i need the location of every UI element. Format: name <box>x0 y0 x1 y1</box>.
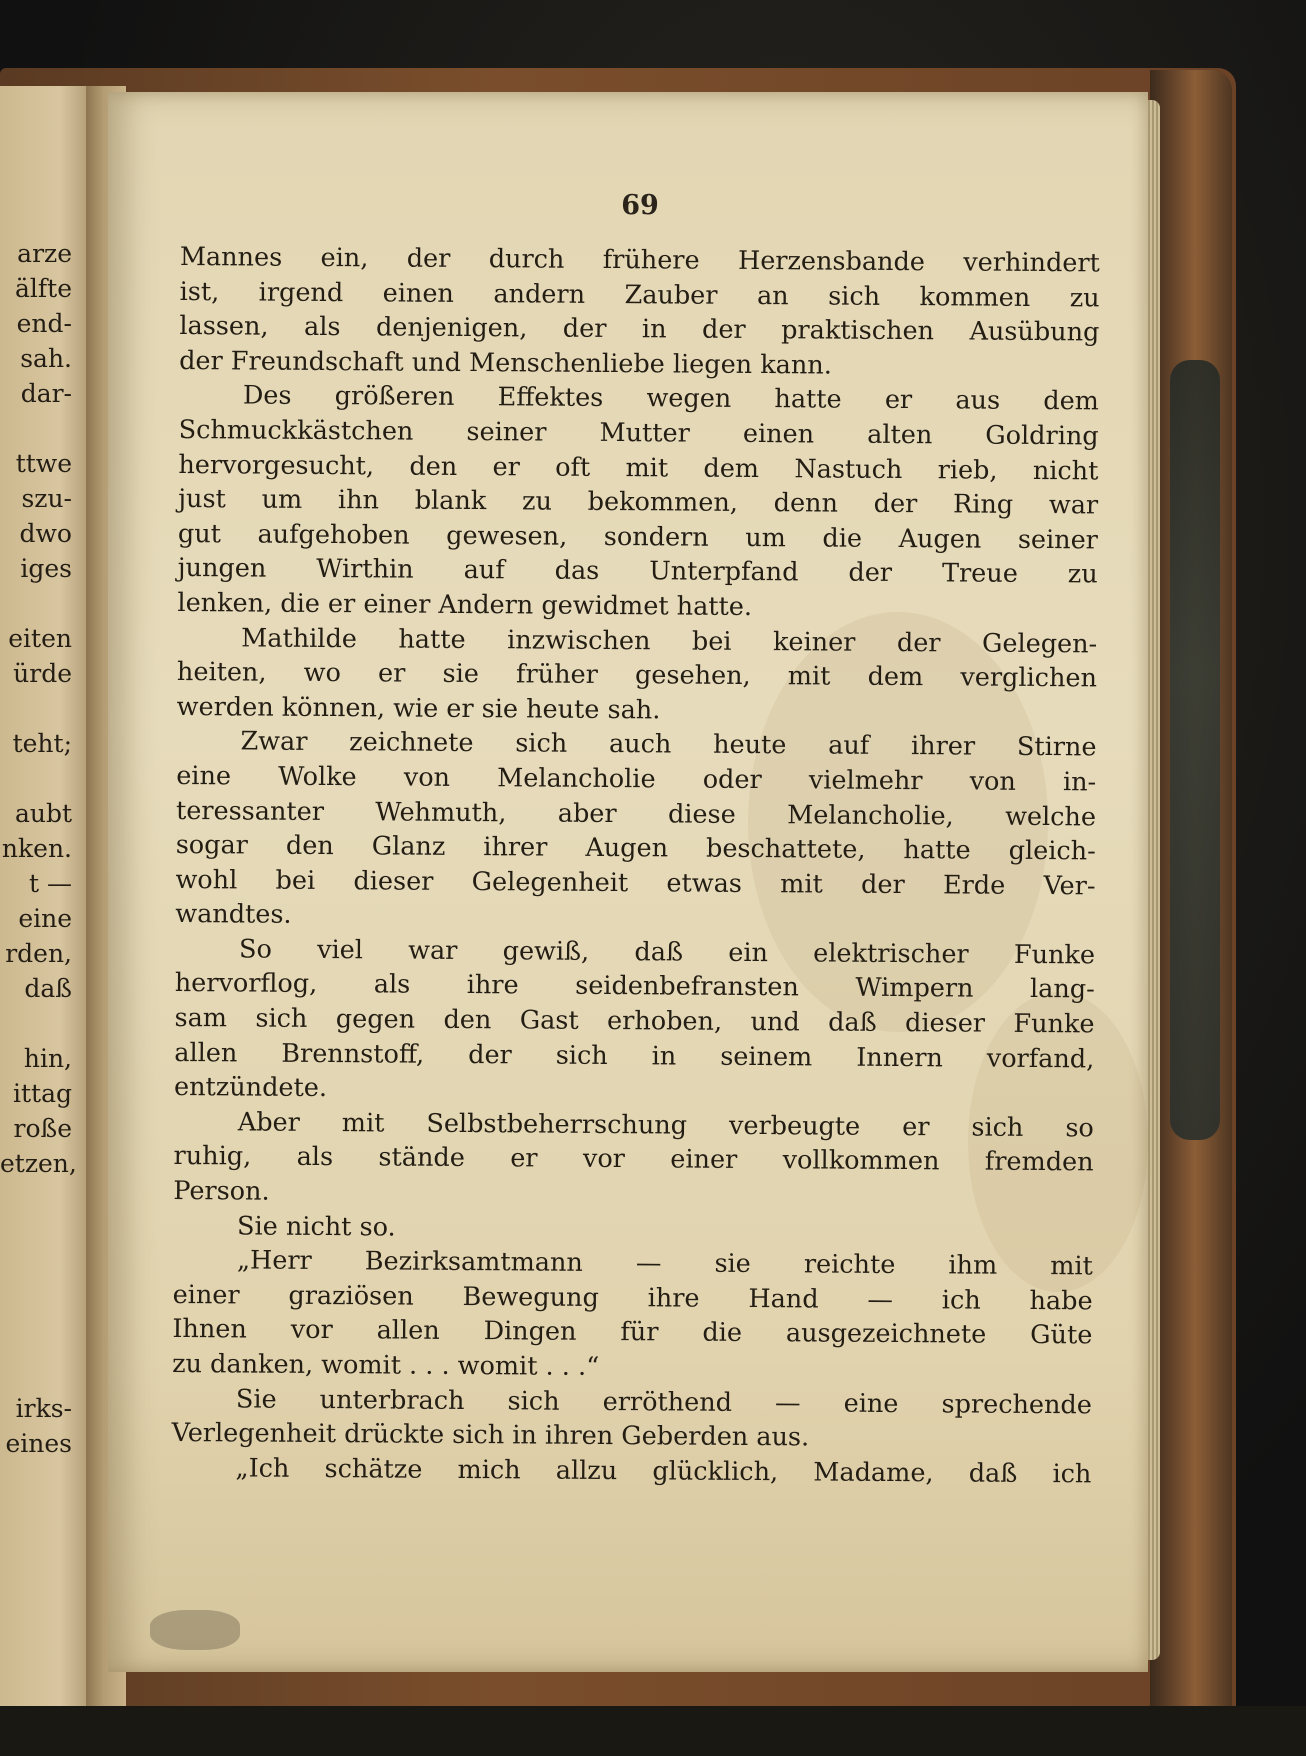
text-line: hervorgesucht, den er oft mit dem Nastuch rieb, nicht <box>178 449 1099 486</box>
text-line: gut aufgehoben gewesen, sondern um die Augen seiner <box>177 518 1099 556</box>
text-line: der Freundschaft und Menschenliebe liegen kann. <box>179 345 832 381</box>
left-page-fragment <box>0 1356 90 1391</box>
left-page-fragment: nken. <box>1 834 72 863</box>
left-page-fragment <box>0 411 90 446</box>
text-line: Person. <box>173 1176 270 1207</box>
left-page-fragment <box>0 1321 90 1356</box>
right-page <box>108 92 1148 1672</box>
left-page-fragment: arze <box>17 239 72 268</box>
left-page-fragment: aubt <box>14 799 72 828</box>
left-page-text <box>0 236 90 1461</box>
left-page-fragment: eines <box>5 1429 72 1458</box>
cover-worn-patch <box>1170 360 1220 1140</box>
left-page-fragment: sah. <box>20 344 72 373</box>
text-line: Ihnen vor allen Dingen für die ausgezeichnete Güte <box>172 1314 1093 1351</box>
left-page-fragment: eiten <box>8 624 72 653</box>
text-line: „Ich schätze mich allzu glücklich, Madame, daß ich <box>235 1453 1092 1490</box>
text-line: just um ihn blank zu bekommen, denn der Ring war <box>178 484 1099 521</box>
left-page-fragment: älfte <box>15 274 72 303</box>
left-page-fragment: daß <box>24 974 72 1003</box>
left-page-fragment: eine <box>18 904 72 933</box>
left-page-fragment <box>0 1251 90 1286</box>
text-line: wandtes. <box>175 899 292 931</box>
left-page-fragment: dwo <box>19 519 72 548</box>
text-line: ist, irgend einen andern Zauber an sich kommen zu <box>179 276 1100 314</box>
left-page-fragment: teht; <box>12 729 72 758</box>
text-line: eine Wolke von Melancholie oder vielmehr von in- <box>176 760 1097 798</box>
background-table <box>0 1706 1306 1756</box>
text-line: wohl bei dieser Gelegenheit etwas mit der Erde Ver- <box>175 864 1096 902</box>
text-line: sogar den Glanz ihrer Augen beschattete, hatte gleich- <box>175 830 1096 867</box>
left-page-fragment: szu- <box>21 484 72 513</box>
text-line: hervorflog, als ihre seidenbefransten Wimpern lang- <box>174 968 1095 1005</box>
bookmark-ribbon <box>150 1610 240 1650</box>
text-line: lassen, als denjenigen, der in der praktischen Ausübung <box>179 311 1100 348</box>
text-line: Zwar zeichnete sich auch heute auf ihrer Stirne <box>240 726 1097 763</box>
left-page-fragment <box>0 586 90 621</box>
text-line: Sie nicht so. <box>237 1211 396 1243</box>
left-page-fragment <box>0 1286 90 1321</box>
text-line: Mannes ein, der durch frühere Herzensbande verhindert <box>179 241 1100 279</box>
text-line: werden können, wie er sie heute sah. <box>176 691 661 726</box>
left-page-fragment <box>0 1181 90 1216</box>
left-page-fragment: rden, <box>5 939 72 968</box>
text-line: Sie unterbrach sich erröthend — eine sprechende <box>235 1384 1092 1420</box>
page-number: 69 <box>621 190 659 221</box>
left-page-fragment <box>0 691 90 726</box>
text-line: Aber mit Selbstbeherrschung verbeugte er sich so <box>237 1107 1094 1144</box>
left-page-fragment <box>0 761 90 796</box>
left-page-fragment: ürde <box>13 659 72 688</box>
left-page-fragment: ttwe <box>15 449 72 478</box>
text-line: Verlegenheit drückte sich in ihren Geberden aus. <box>171 1418 810 1453</box>
left-page-fragment: dar- <box>20 379 72 408</box>
text-line: allen Brennstoff, der sich in seinem Innern vorfand, <box>174 1037 1095 1075</box>
left-page-fragment: end- <box>16 309 72 338</box>
text-line: jungen Wirthin auf das Unterpfand der Treue zu <box>177 553 1098 590</box>
left-page-fragment <box>0 1006 90 1041</box>
left-page-fragment: iges <box>20 554 72 583</box>
text-line: ruhig, als stände er vor einer vollkommen fremden <box>173 1141 1094 1178</box>
page-body-text <box>171 240 1100 1492</box>
text-line: Schmuckkästchen seiner Mutter einen alten Goldring <box>178 414 1099 452</box>
left-page-fragment: roße <box>13 1114 72 1143</box>
left-page <box>0 86 100 1706</box>
text-line: „Herr Bezirksamtmann — sie reichte ihm mit <box>236 1245 1093 1282</box>
text-line: einer graziösen Bewegung ihre Hand — ich habe <box>172 1279 1093 1317</box>
left-page-fragment: hin, <box>23 1044 72 1073</box>
text-line: heiten, wo er sie früher gesehen, mit dem verglichen <box>176 657 1098 694</box>
text-line: lenken, die er einer Andern gewidmet hatte. <box>177 587 753 622</box>
left-page-fragment: t — <box>29 869 72 898</box>
text-line: entzündete. <box>173 1072 328 1104</box>
text-line: sam sich gegen den Gast erhoben, und daß dieser Funke <box>174 1003 1095 1040</box>
text-line: Des größeren Effektes wegen hatte er aus dem <box>242 380 1099 417</box>
text-line: So viel war gewiß, daß ein elektrischer Funke <box>238 934 1096 971</box>
text-line: zu danken, womit . . . womit . . .“ <box>172 1348 600 1382</box>
left-page-fragment: irks- <box>15 1394 72 1423</box>
text-line: teressanter Wehmuth, aber diese Melancholie, welche <box>175 795 1097 832</box>
left-page-fragment: ittag <box>13 1079 72 1108</box>
left-page-fragment <box>0 1216 90 1251</box>
left-page-fragment: etzen, <box>0 1149 77 1178</box>
text-line: Mathilde hatte inzwischen bei keiner der Gelegen- <box>241 622 1098 659</box>
